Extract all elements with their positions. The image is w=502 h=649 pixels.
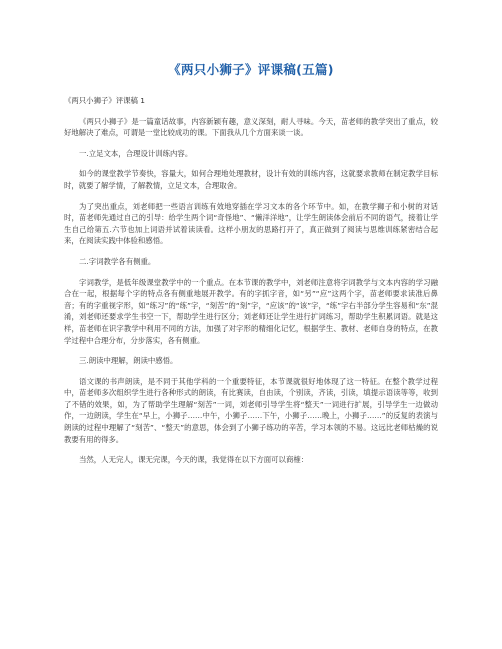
section-heading-1: 一.立足文本，合理设计训练内容。 [79,148,193,158]
section-subtitle: 《两只小狮子》评课稿 1 [64,96,145,105]
paragraph-1: 如今的课堂教学节奏快，容量大，如何合理地处理教材，设计有效的训练内容，这就要求教师在制定教学目标时，就要了解学情，了解教情，立足文本，合理取舍。 [64,169,438,190]
section-heading-2: 二.字词教学各有侧重。 [79,256,156,266]
paragraph-4: 语文课的书声朗读，是不同于其他学科的一个重要特征，本节课就很好地体现了这一特征。在整个教学过程中，苗老师多次组织学生进行各种形式的朗读，有比赛读，自由读，个别读，齐读，引读，填提示语读等等，收到了不错的效果，如，为了帮助学生理解“刻苦”一词，刘老师引导学生将“整天”一词进行扩展，引导学生一边做动作，一边朗读，学生在“早上，小狮子……中午，小狮子……下午，小狮子……晚上，小狮子……”的反复的表演与朗读的过程中理解了“刻苦”、“整天”的意思，体会到了小狮子练功的辛苦，学习本领的不易。这远比老师枯燥的说教要有用的得多。 [64,376,438,444]
paragraph-2: 为了突出重点，刘老师把一些语言训练有效地穿插在学习文本的各个环节中。如，在教学狮子和小树的对话时，苗老师先通过自己的引导：给学生两个词“奇怪地”、“懒洋洋地”，让学生朗读体会前后不同的语气，接着让学生自己给第五.六节也加上词语并试着读读看。这样小朋友的思路打开了，真正做到了阅读与思维训练紧密结合起来，在阅读实践中体验和感悟。 [64,201,438,246]
paragraph-intro: 《两只小狮子》是一篇童话故事，内容新颖有趣，意义深刻，耐人寻味。今天，苗老师的教学突出了重点，较好地解决了难点，可谓是一堂比较成功的课。下面我从几个方面来谈一谈。 [64,116,438,138]
paragraph-5: 当然，人无完人，课无完课，今天的课，我觉得在以下方面可以商榷： [79,455,309,465]
paragraph-3: 字词教学，是低年级课堂教学中的一个重点。在本节课的教学中，刘老师注意将字词教学与文本内容的学习融合在一起，根据每个字的特点各有侧重地展开教学。有的字抓字音，如“另”“应”这两个字，苗老师要求读准后鼻音；有的字重视字形，如“练习”的“练”字，“刻苦”的“刻”字，“应该”的“该”字，“练”字右半部分学生容易和“东”混淆，刘老师还要求学生书空一下，帮助学生进行区分；刘老师还让学生进行扩词练习，帮助学生积累词语。就是这样，苗老师在识字教学中利用不同的方法，加强了对字形的精细化记忆，根据学生、教材、老师自身的特点，在教学过程中合理分布，分步落实，各有侧重。 [64,277,438,345]
section-heading-3: 三.朗读中理解，朗读中感悟。 [79,356,178,366]
document-title: 《两只小狮子》评课稿(五篇) [168,62,334,77]
